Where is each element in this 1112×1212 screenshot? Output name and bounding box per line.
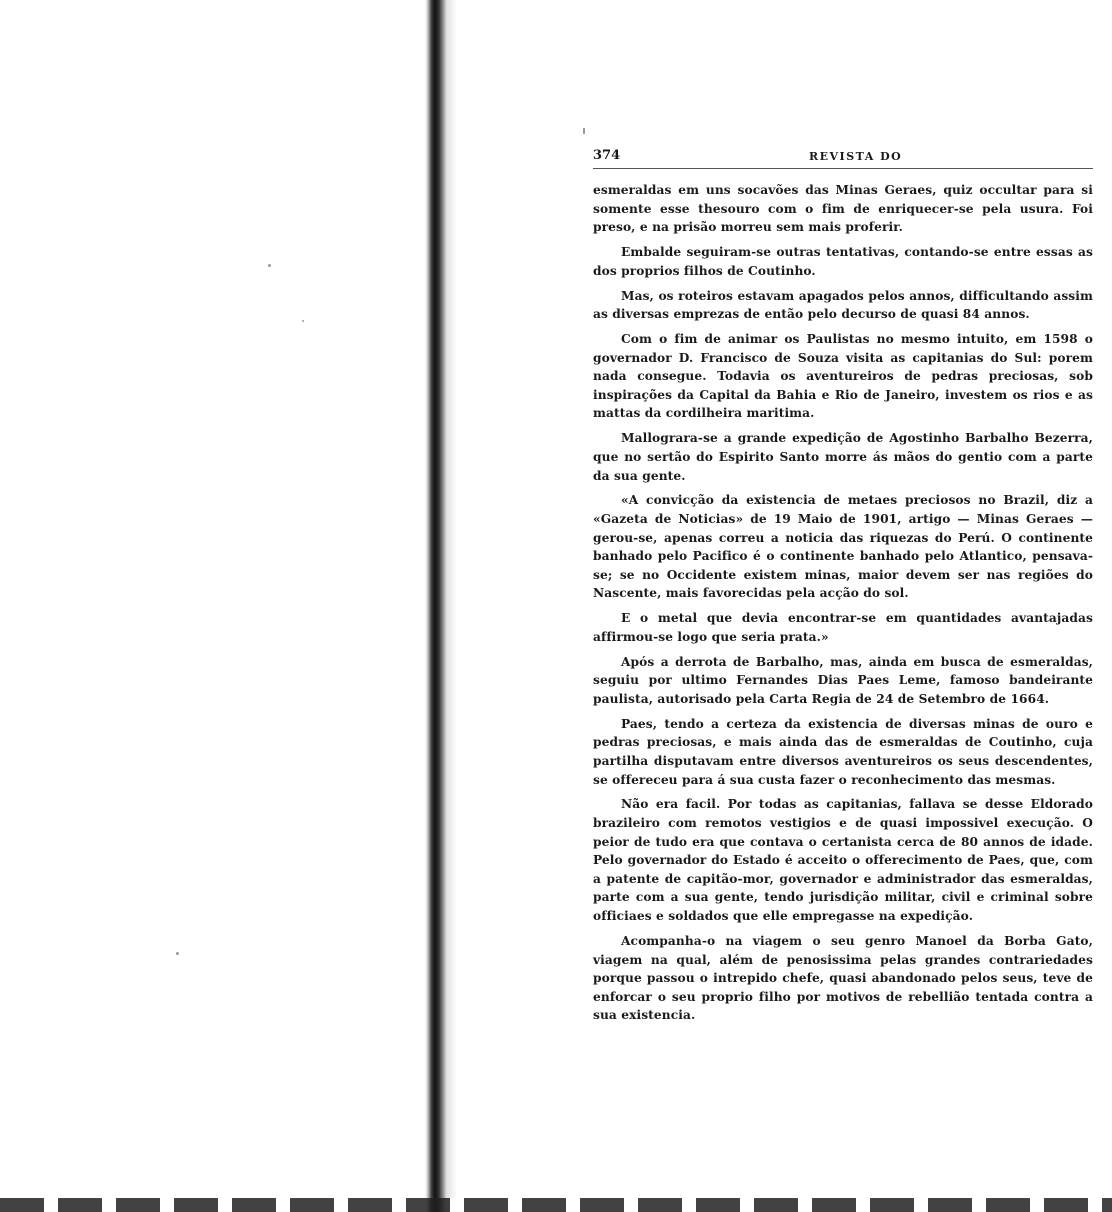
scan-speck [302,320,304,322]
paragraph: Após a derrota de Barbalho, mas, ainda em busca de esmeraldas, seguiu por ultimo Fernandes Dias Paes Leme, famoso bandeirante paulista, autorisado pela Carta Regia de 24 de Setembro de 1664. [593,654,1093,706]
paragraph: esmeraldas em uns socavões das Minas Geraes, quiz occultar para si somente esse thesouro com o fim de enriquecer-se pela usura. Foi preso, e na prisão morreu sem mais proferir. [593,183,1093,235]
paragraph: Embalde seguiram-se outras tentativas, contando-se entre essas as dos proprios filhos de Coutinho. [593,245,1093,278]
paragraph-quote: E o metal que devia encontrar-se em quantidades avantajadas affirmou-se logo que seria prata.» [593,611,1093,644]
paragraph: Mas, os roteiros estavam apagados pelos annos, difficultando assim as diversas emprezas de então pelo decurso de quasi 84 annos. [593,288,1093,322]
paragraph-quote: «A convicção da existencia de metaes preciosos no Brazil, diz a «Gazeta de Noticias» de 19 Maio de 1901, artigo — Minas Geraes — gerou-se, apenas correu a noticia das riquezas do Perú. O continente banhado pelo Pacifico é o continente banhado pelo Atlantico, pensava-se; se no Occidente existem minas, maior devem ser nas regiões do Nascente, mais favorecidas pela acção do sol. [593,493,1093,601]
paragraph: Mallograra-se a grande expedição de Agostinho Barbalho Bezerra, que no sertão do Espirito Santo morre ás mãos do gentio com a parte da sua gente. [593,431,1093,483]
gutter-shade [447,0,457,1212]
book-page [593,146,1093,1031]
paragraph: Acompanha-o na viagem o seu genro Manoel da Borba Gato, viagem na qual, além de penosissima pelas grandes contrariedades porque passou o intrepido chefe, quasi abandonado pelos seus, teve de enforcar o seu proprio filho por motivos de rebellião tentada contra a sua existencia. [593,933,1093,1023]
paragraph: Não era facil. Por todas as capitanias, fallava se desse Eldorado brazileiro com remotos vestigios e de quasi impossivel execução. O peior de tudo era que contava o certanista cerca de 80 annos de idade. Pelo governador do Estado é acceito o offerecimento de Paes, que, com a patente de capitão-mor, governador e administrador das esmeraldas, parte com a sua gente, tendo jurisdição militar, civil e criminal sobre officiaes e soldados que elle empregasse na expedição. [593,797,1093,924]
scan-speck [268,264,271,267]
header-rule [593,168,1093,169]
paragraph: Com o fim de animar os Paulistas no mesmo intuito, em 1598 o governador D. Francisco de Souza visita as capitanias do Sul: porem nada consegue. Todavia os aventureiros de pedras preciosas, sob inspirações da Capital da Bahia e Rio de Janeiro, investem os rios e as mattas da cordilheira maritima. [593,332,1093,421]
scan-speck [176,952,179,955]
scan-bottom-edge [0,1198,1112,1212]
body-text [593,181,1093,1025]
running-head-title: REVISTA DO [809,150,903,163]
running-head [593,146,1093,164]
book-gutter [425,0,447,1212]
scan-speck [583,128,585,134]
paragraph: Paes, tendo a certeza da existencia de diversas minas de ouro e pedras preciosas, e mais ainda das de esmeraldas de Coutinho, cuja partilha disputavam entre diversos aventureiros os seus descendentes, se offereceu para á sua custa fazer o reconhecimento das mesmas. [593,716,1093,787]
page-number: 374 [593,148,621,163]
